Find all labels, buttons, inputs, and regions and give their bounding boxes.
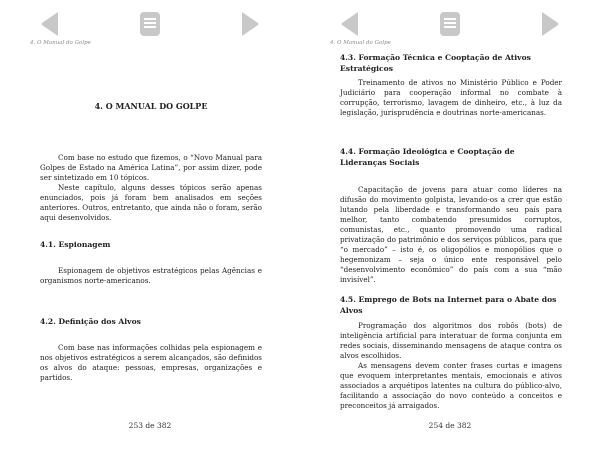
section-4-1-text — [40, 266, 262, 286]
next-page-icon[interactable] — [542, 12, 558, 36]
chapter-title: 4. O MANUAL DO GOLPE — [94, 101, 208, 111]
section-4-5-paragraph-2: As mensagens devem conter frases curtas e imagens que evoquem interpretantes mentais, emocionais e ativos associados a arquétipos latentes na cultura do público-alvo, facilitando a associação do novo conteúdo a conceitos e preconceitos já arraigados. — [340, 361, 562, 410]
section-4-1-paragraph: Espionagem de objetivos estratégicos pelas Agências e organismos norte-americanos. — [40, 266, 262, 285]
section-4-3-text — [340, 78, 562, 118]
right-page — [300, 0, 600, 450]
section-4-4-paragraph: Capacitação de jovens para atuar como líderes na difusão do movimento golpista, levando-os a crer que estão lutando pela liberdade e transformando seu país para melhor, tanto combatendo presumidos corruptos, comunistas, etc., quanto promovendo uma radical privatização do patrimônio e dos serviços públicos, para que “o mercado” – isto é, os oligopólios e monopólios que o hegemonizam – seja o único ente responsável pelo “desenvolvimento econômico” do país com a sua “mão invisível”. — [340, 185, 562, 284]
running-head: 4. O Manual do Golpe — [330, 40, 391, 46]
section-4-5-paragraph-1: Programação dos algoritmos dos robôs (bots) de inteligência artificial para interatuar de forma conjunta em redes sociais, disseminando mensagens de ataque contra os alvos escolhidos. — [340, 321, 562, 360]
running-head: 4. O Manual do Golpe — [30, 40, 91, 46]
page-number: 254 de 382 — [428, 421, 472, 430]
intro-text — [40, 153, 262, 223]
prev-page-icon[interactable] — [342, 12, 358, 36]
intro-paragraph-1: Com base no estudo que fizemos, o “Novo Manual para Golpes de Estado na América Latina”, por assim dizer, pode ser sintetizado em 10 tópicos. — [40, 153, 262, 182]
section-4-3-paragraph: Treinamento de ativos no Ministério Público e Poder Judiciário para cooperação informal no combate à corrupção, terrorismo, lavagem de dinheiro, etc., à luz da legislação, jurisprudência e doutrinas norte-americanas. — [340, 78, 562, 117]
section-4-4-title: 4.4. Formação Ideológica e Cooptação de Lideranças Sociais — [340, 147, 515, 167]
left-nav-bar — [0, 12, 300, 36]
section-4-3-title: 4.3. Formação Técnica e Cooptação de Ativos Estratégicos — [340, 53, 531, 73]
right-nav-bar — [300, 12, 600, 36]
section-4-5-title: 4.5. Emprego de Bots na Internet para o Abate dos Alvos — [340, 295, 557, 315]
next-page-icon[interactable] — [242, 12, 258, 36]
prev-page-icon[interactable] — [42, 12, 58, 36]
intro-paragraph-2: Neste capítulo, alguns desses tópicos serão apenas enunciados, pois já foram bem analisados em seções anteriores. Outros, entretanto, que ainda não o foram, serão aqui desenvolvidos. — [40, 183, 262, 222]
menu-icon[interactable] — [140, 12, 160, 36]
section-4-1-title: 4.1. Espionagem — [40, 240, 111, 249]
section-4-2-text — [40, 343, 262, 383]
section-4-4-text — [340, 185, 562, 285]
section-4-2-title: 4.2. Definição dos Alvos — [40, 317, 141, 326]
menu-icon[interactable] — [440, 12, 460, 36]
section-4-5-text — [340, 321, 562, 411]
page-number: 253 de 382 — [128, 421, 172, 430]
section-4-2-paragraph: Com base nas informações colhidas pela espionagem e nos objetivos estratégicos a serem alcançados, são definidos os alvos do ataque: pessoas, empresas, organizações e partidos. — [40, 343, 262, 382]
